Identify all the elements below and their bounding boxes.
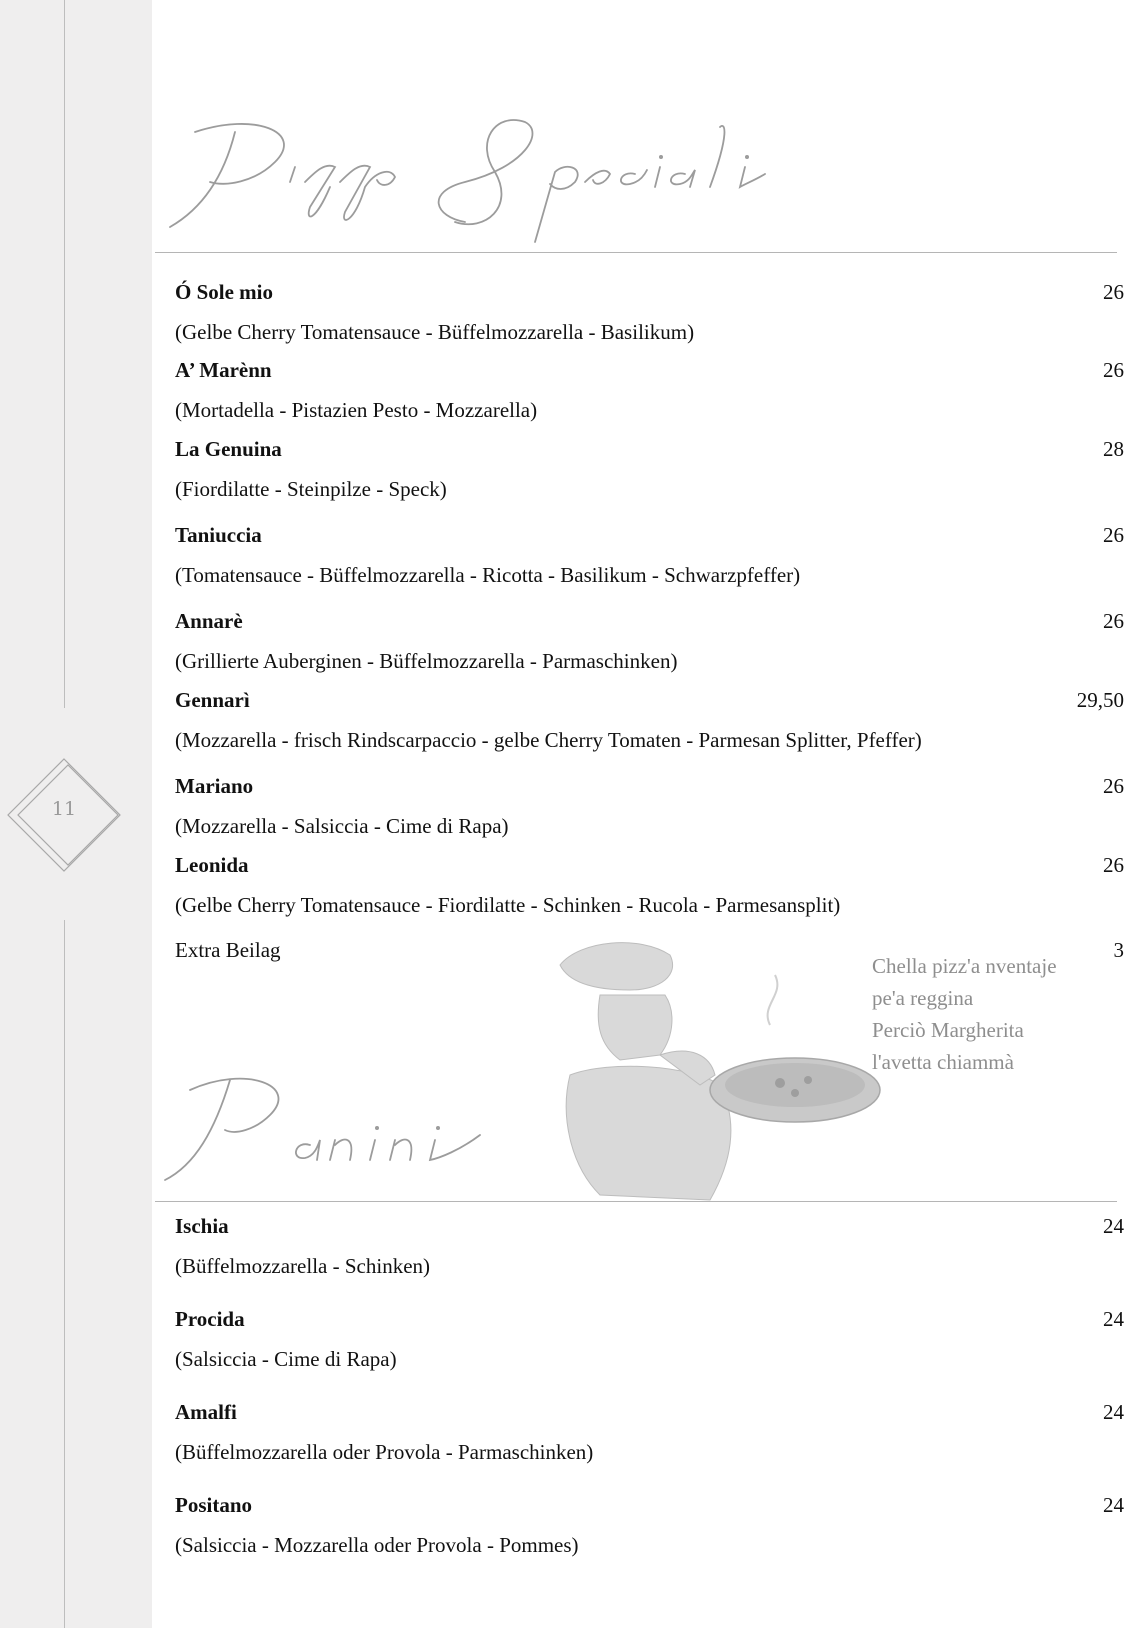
extra-beilag-price: 3	[1113, 938, 1124, 962]
panino-name: Procida	[175, 1307, 245, 1331]
pizza-description: (Mortadella - Pistazien Pesto - Mozzarella)	[175, 398, 538, 422]
margherita-quote	[872, 950, 1132, 1078]
pizza-price: 26	[1103, 609, 1124, 633]
pizze-speciali-rule	[155, 252, 1117, 253]
pizza-description: (Gelbe Cherry Tomatensauce - Büffelmozzarella - Basilikum)	[175, 320, 695, 344]
pizza-price: 26	[1103, 358, 1124, 382]
quote-line: pe'a reggina	[872, 986, 974, 1010]
pizza-price: 26	[1103, 774, 1124, 798]
pizza-description: (Mozzarella - Salsiccia - Cime di Rapa)	[175, 814, 509, 838]
panino-name: Ischia	[175, 1214, 229, 1238]
quote-line: Perciò Margherita	[872, 1018, 1024, 1042]
pizza-name: A’ Marènn	[175, 358, 272, 382]
panino-price: 24	[1103, 1214, 1124, 1238]
panino-description: (Büffelmozzarella - Schinken)	[175, 1254, 431, 1278]
quote-line: l'avetta chiammà	[872, 1050, 1014, 1074]
pizza-description: (Fiordilatte - Steinpilze - Speck)	[175, 477, 447, 501]
pizza-price: 26	[1103, 853, 1124, 877]
panino-description: (Büffelmozzarella oder Provola - Parmaschinken)	[175, 1440, 594, 1464]
pizza-name: Ó Sole mio	[175, 280, 273, 304]
pizza-description: (Tomatensauce - Büffelmozzarella - Ricotta - Basilikum - Schwarzpfeffer)	[175, 563, 801, 587]
pizza-price: 29,50	[1076, 688, 1124, 712]
pizza-name: Taniuccia	[175, 523, 262, 547]
panino-price: 24	[1103, 1400, 1124, 1424]
panino-name: Amalfi	[175, 1400, 237, 1424]
page-sidebar	[0, 0, 152, 1628]
pizza-description: (Mozzarella - frisch Rindscarpaccio - gelbe Cherry Tomaten - Parmesan Splitter, Pfeffer)	[175, 728, 922, 752]
pizza-name: La Genuina	[175, 437, 282, 461]
pizza-price: 28	[1103, 437, 1124, 461]
pizza-price: 26	[1103, 280, 1124, 304]
pizze-speciali-heading	[165, 112, 885, 252]
pizzaiolo-illustration	[540, 935, 910, 1235]
sidebar-line-top	[64, 0, 65, 708]
pizza-description: (Gelbe Cherry Tomatensauce - Fiordilatte - Schinken - Rucola - Parmesansplit)	[175, 893, 841, 917]
pizza-price: 26	[1103, 523, 1124, 547]
panini-heading	[160, 1060, 500, 1190]
pizza-name: Gennarì	[175, 688, 250, 712]
sidebar-line-bottom	[64, 920, 65, 1628]
panino-description: (Salsiccia - Mozzarella oder Provola - Pommes)	[175, 1533, 579, 1557]
panino-description: (Salsiccia - Cime di Rapa)	[175, 1347, 397, 1371]
pizza-name: Annarè	[175, 609, 243, 633]
panino-price: 24	[1103, 1307, 1124, 1331]
extra-beilag-label: Extra Beilag	[175, 938, 281, 962]
page-number: 11	[51, 798, 77, 820]
panini-rule	[155, 1201, 1117, 1202]
quote-line: Chella pizz'a nventaje	[872, 954, 1057, 978]
pizza-name: Leonida	[175, 853, 249, 877]
panino-name: Positano	[175, 1493, 253, 1517]
pizza-name: Mariano	[175, 774, 254, 798]
pizza-description: (Grillierte Auberginen - Büffelmozzarella - Parmaschinken)	[175, 649, 678, 673]
panino-price: 24	[1103, 1493, 1124, 1517]
